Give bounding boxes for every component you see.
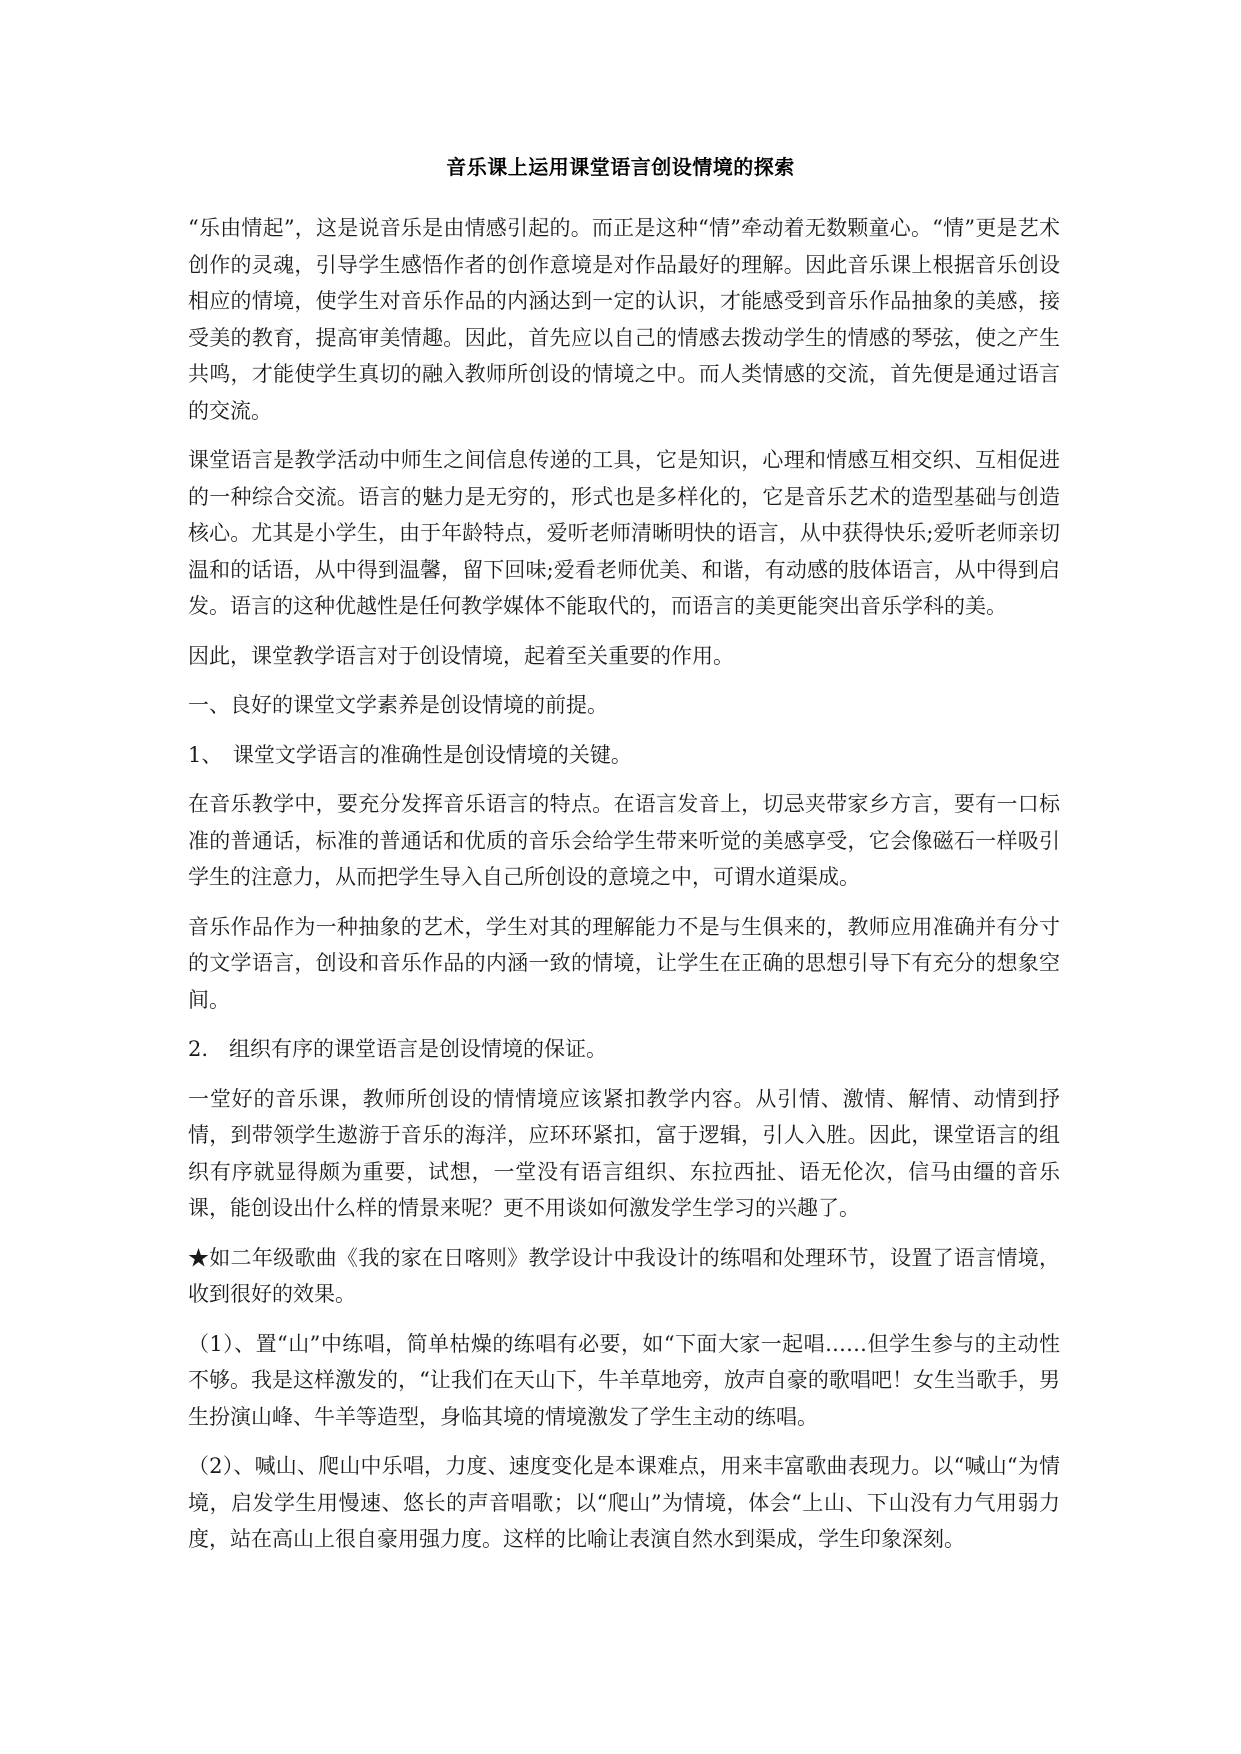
paragraph-example-1: （1）、置“山”中练唱，简单枯燥的练唱有必要，如“下面大家一起唱……但学生参与的主动性不够。我是这样激发的，“让我们在天山下，牛羊草地旁，放声自豪的歌唱吧！女生当歌手，男生扮演山峰、牛羊等造型，身临其境的情境激发了学生主动的练唱。: [188, 1331, 1060, 1429]
paragraph-example: ★如二年级歌曲《我的家在日喀则》教学设计中我设计的练唱和处理环节，设置了语言情境，收到很好的效果。: [188, 1245, 1060, 1306]
paragraph-organized-language: 一堂好的音乐课，教师所创设的情情境应该紧扣教学内容。从引情、激情、解情、动情到抒情，到带领学生遨游于音乐的海洋，应环环紧扣，富于逻辑，引人入胜。因此，课堂语言的组织有序就显得颇为重要，试想，一堂没有语言组织、东拉西扯、语无伦次，信马由缰的音乐课，能创设出什么样的情景来呢？更不用谈如何激发学生学习的兴趣了。: [188, 1086, 1060, 1220]
document-title: 音乐课上运用课堂语言创设情境的探索: [446, 155, 795, 179]
document-body: [188, 210, 1060, 1571]
paragraph-example-2: （2）、喊山、爬山中乐唱，力度、速度变化是本课难点，用来丰富歌曲表现力。以“喊山“为情境，启发学生用慢速、悠长的声音唱歌；以“爬山”为情境，体会“上山、下山没有力气用弱力度，站在高山上很自豪用强力度。这样的比喻让表演自然水到渠成，学生印象深刻。: [188, 1454, 1060, 1551]
paragraph-pronunciation: 在音乐教学中，要充分发挥音乐语言的特点。在语言发音上，切忌夹带家乡方言，要有一口标准的普通话，标准的普通话和优质的音乐会给学生带来听觉的美感享受，它会像磁石一样吸引学生的注意力，从而把学生导入自己所创设的意境之中，可谓水道渠成。: [188, 792, 1060, 889]
paragraph-conclusion: 因此，课堂教学语言对于创设情境，起着至关重要的作用。: [188, 643, 734, 668]
section-heading-1: 一、良好的课堂文学素养是创设情境的前提。: [188, 693, 608, 717]
subsection-heading-2: 2. 组织有序的课堂语言是创设情境的保证。: [188, 1037, 608, 1061]
paragraph-classroom-language: 课堂语言是教学活动中师生之间信息传递的工具，它是知识，心理和情感互相交织、互相促进的一种综合交流。语言的魅力是无穷的，形式也是多样化的，它是音乐艺术的造型基础与创造核心。尤其是小学生，由于年龄特点，爱听老师清晰明快的语言，从中获得快乐;爱听老师亲切温和的话语，从中得到温馨，留下回味;爱看老师优美、和谐，有动感的肢体语言，从中得到启发。语言的这种优越性是任何教学媒体不能取代的，而语言的美更能突出音乐学科的美。: [188, 448, 1060, 618]
paragraph-abstract-art: 音乐作品作为一种抽象的艺术，学生对其的理解能力不是与生俱来的，教师应用准确并有分寸的文学语言，创设和音乐作品的内涵一致的情境，让学生在正确的思想引导下有充分的想象空间。: [188, 914, 1060, 1012]
subsection-heading-1: 1、 课堂文学语言的准确性是创设情境的关键。: [188, 742, 632, 767]
paragraph-intro: “乐由情起”，这是说音乐是由情感引起的。而正是这种“情”牵动着无数颗童心。“情”更是艺术创作的灵魂，引导学生感悟作者的创作意境是对作品最好的理解。因此音乐课上根据音乐创设相应的情境，使学生对音乐作品的内涵达到一定的认识，才能感受到音乐作品抽象的美感，接受美的教育，提高审美情趣。因此，首先应以自己的情感去拨动学生的情感的琴弦，使之产生共鸣，才能使学生真切的融入教师所创设的情境之中。而人类情感的交流，首先便是通过语言的交流。: [188, 216, 1060, 423]
